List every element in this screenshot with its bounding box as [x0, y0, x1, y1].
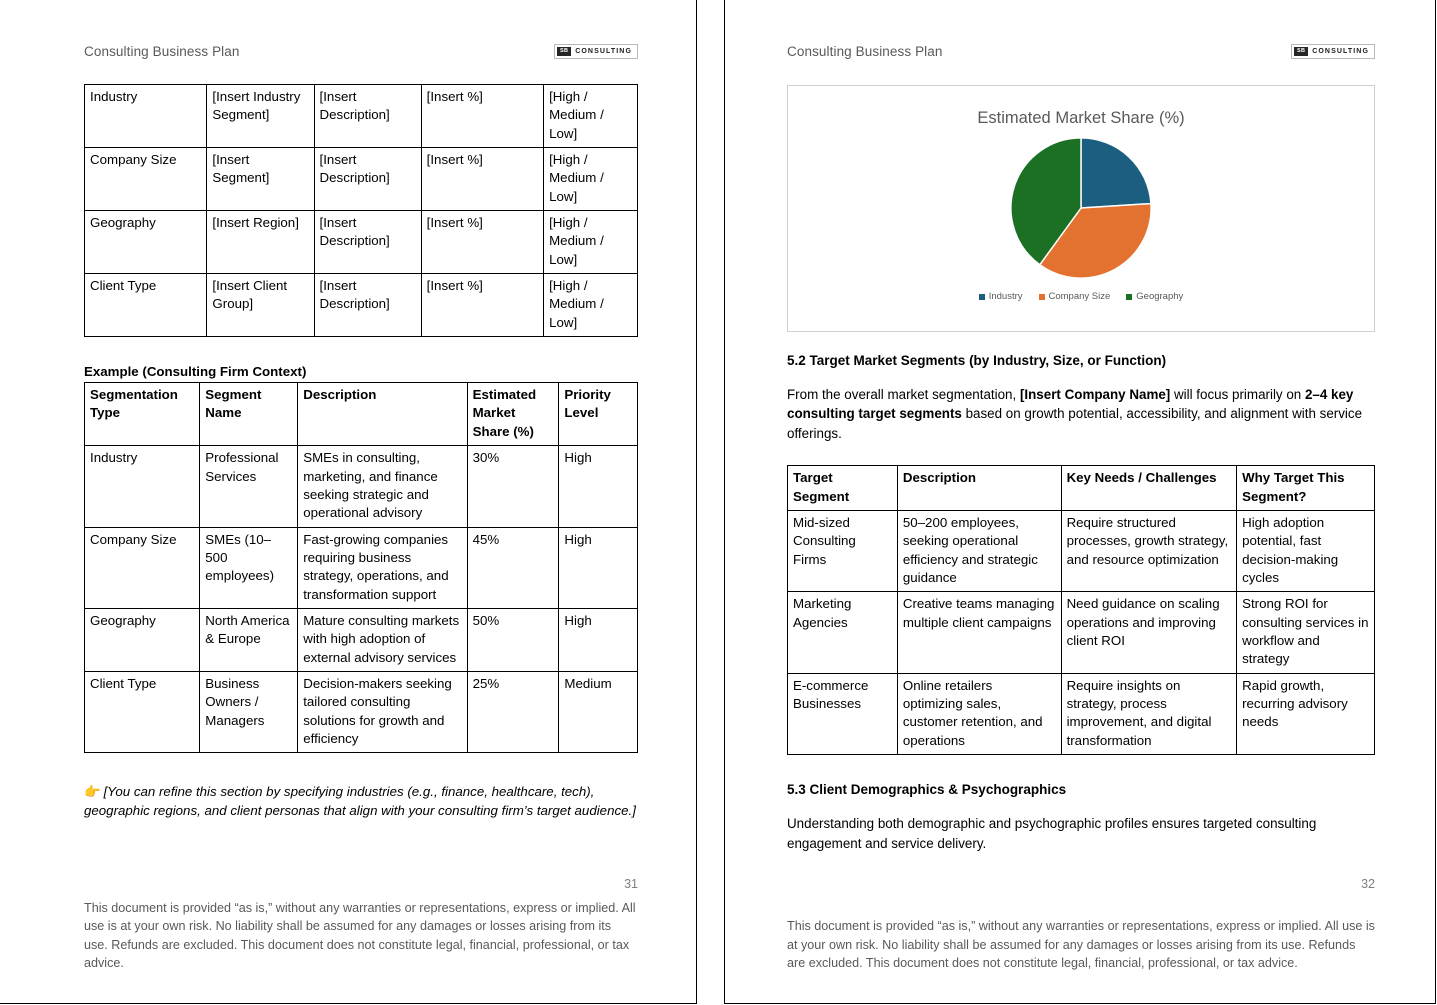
- cell-segment-name: North America & Europe: [200, 608, 298, 671]
- footer-disclaimer: This document is provided “as is,” without any warranties or representations, express or implied. All use is at your own risk. No liability shall be assumed for any damages or losses arising from its use. Refunds are excluded. This document does not constitute legal, financial, professional, or tax advice.: [84, 900, 636, 971]
- cell-priority: [High / Medium / Low]: [544, 211, 638, 274]
- page-left: [0, 0, 697, 1004]
- page-number: 32: [1361, 877, 1375, 891]
- cell-description: Creative teams managing multiple client campaigns: [897, 592, 1061, 673]
- cell-market-share: 30%: [467, 446, 559, 527]
- cell-priority: [High / Medium / Low]: [544, 274, 638, 337]
- table-row: [788, 511, 1375, 592]
- tip-note: [84, 782, 638, 820]
- par-text-1: From the overall market segmentation,: [787, 387, 1020, 402]
- pie-chart-area: [788, 135, 1374, 281]
- logo-mark: SB: [557, 47, 571, 57]
- tip-note-text: [You can refine this section by specifying industries (e.g., finance, healthcare, tech), geographic regions, and client personas that align with your consulting firm’s target audience.]: [84, 784, 636, 819]
- header-description: Description: [897, 466, 1061, 511]
- cell-description: Online retailers optimizing sales, customer retention, and operations: [897, 673, 1061, 754]
- cell-description: [Insert Description]: [314, 211, 421, 274]
- cell-segmentation-type: Geography: [85, 608, 200, 671]
- cell-description: [Insert Description]: [314, 274, 421, 337]
- chart-legend: [788, 291, 1374, 302]
- header-description: Description: [298, 383, 467, 446]
- table-row: [85, 608, 638, 671]
- page-right-content: [725, 0, 1435, 853]
- cell-market-share: 25%: [467, 671, 559, 752]
- cell-segmentation-type: Company Size: [85, 527, 200, 608]
- cell-target-segment: Mid-sized Consulting Firms: [788, 511, 898, 592]
- cell-key-needs: Require structured processes, growth strategy, and resource optimization: [1061, 511, 1237, 592]
- page-left-content: [0, 0, 696, 820]
- cell-priority: Medium: [559, 671, 638, 752]
- example-section-title: Example (Consulting Firm Context): [84, 364, 307, 380]
- cell-market-share: [Insert %]: [421, 211, 543, 274]
- sb-consulting-logo: [1291, 44, 1375, 59]
- cell-segment-name: [Insert Segment]: [207, 148, 314, 211]
- legend-label: Company Size: [1048, 291, 1111, 302]
- table-row: [788, 592, 1375, 673]
- header-segment-name: Segment Name: [200, 383, 298, 446]
- target-segments-table: [787, 465, 1375, 755]
- table-row: [85, 85, 638, 148]
- cell-why-target: Rapid growth, recurring advisory needs: [1237, 673, 1375, 754]
- page-header: [84, 44, 638, 74]
- cell-market-share: 45%: [467, 527, 559, 608]
- legend-swatch-icon: [979, 294, 985, 300]
- header-why-target: Why Target This Segment?: [1237, 466, 1375, 511]
- legend-label: Geography: [1136, 291, 1184, 302]
- table-row: [85, 446, 638, 527]
- example-segmentation-table: [84, 382, 638, 753]
- header-market-share: Estimated Market Share (%): [467, 383, 559, 446]
- table-row: [85, 527, 638, 608]
- header-segmentation-type: Segmentation Type: [85, 383, 200, 446]
- logo-wordmark: CONSULTING: [575, 48, 632, 55]
- cell-why-target: High adoption potential, fast decision-making cycles: [1237, 511, 1375, 592]
- cell-key-needs: Need guidance on scaling operations and improving client ROI: [1061, 592, 1237, 673]
- cell-segmentation-type: Client Type: [85, 671, 200, 752]
- cell-segment-name: [Insert Client Group]: [207, 274, 314, 337]
- table-row: [85, 274, 638, 337]
- cell-description: 50–200 employees, seeking operational efficiency and strategic guidance: [897, 511, 1061, 592]
- cell-market-share: 50%: [467, 608, 559, 671]
- legend-swatch-icon: [1126, 294, 1132, 300]
- table-row: [85, 148, 638, 211]
- cell-segment-name: [Insert Region]: [207, 211, 314, 274]
- par-bold-company-name: [Insert Company Name]: [1019, 387, 1171, 402]
- cell-description: [Insert Description]: [314, 148, 421, 211]
- table-row: [85, 671, 638, 752]
- cell-description: Mature consulting markets with high adoption of external advisory services: [298, 608, 467, 671]
- section-52-paragraph: [787, 385, 1375, 443]
- cell-why-target: Strong ROI for consulting services in workflow and strategy: [1237, 592, 1375, 673]
- cell-priority: High: [559, 608, 638, 671]
- cell-segmentation-type: Industry: [85, 85, 207, 148]
- cell-priority: [High / Medium / Low]: [544, 148, 638, 211]
- pointing-hand-icon: 👉: [84, 784, 101, 800]
- logo-wordmark: CONSULTING: [1312, 48, 1369, 55]
- cell-market-share: [Insert %]: [421, 274, 543, 337]
- cell-segmentation-type: Geography: [85, 211, 207, 274]
- legend-item-industry: [979, 291, 1023, 302]
- cell-segment-name: Business Owners / Managers: [200, 671, 298, 752]
- legend-label: Industry: [988, 291, 1023, 302]
- cell-description: SMEs in consulting, marketing, and finance seeking strategic and operational advisory: [298, 446, 467, 527]
- cell-description: [Insert Description]: [314, 85, 421, 148]
- cell-key-needs: Require insights on strategy, process improvement, and digital transformation: [1061, 673, 1237, 754]
- cell-segmentation-type: Industry: [85, 446, 200, 527]
- page-number: 31: [624, 877, 638, 891]
- chart-title: Estimated Market Share (%): [977, 109, 1185, 127]
- table-row: [85, 211, 638, 274]
- cell-target-segment: E-commerce Businesses: [788, 673, 898, 754]
- table-header-row: [85, 383, 638, 446]
- table-row: [788, 673, 1375, 754]
- header-priority-level: Priority Level: [559, 383, 638, 446]
- cell-priority: High: [559, 527, 638, 608]
- cell-description: Decision-makers seeking tailored consulting solutions for growth and efficiency: [298, 671, 467, 752]
- cell-market-share: [Insert %]: [421, 148, 543, 211]
- cell-target-segment: Marketing Agencies: [788, 592, 898, 673]
- cell-segment-name: SMEs (10–500 employees): [200, 527, 298, 608]
- section-52-heading: 5.2 Target Market Segments (by Industry, Size, or Function): [787, 353, 1167, 368]
- legend-swatch-icon: [1039, 294, 1045, 300]
- pie-svg: [1008, 135, 1154, 281]
- cell-market-share: [Insert %]: [421, 85, 543, 148]
- section-53-heading: 5.3 Client Demographics & Psychographics: [787, 782, 1067, 798]
- par-bold-key-segments: 2–4 key consulting target segments: [787, 387, 1354, 422]
- header-title: Consulting Business Plan: [84, 44, 240, 59]
- cell-description: Fast-growing companies requiring business strategy, operations, and transformation support: [298, 527, 467, 608]
- pie-slice-industry: [1081, 138, 1151, 208]
- sb-consulting-logo: [554, 44, 638, 59]
- cell-priority: High: [559, 446, 638, 527]
- market-share-chart: [787, 85, 1375, 332]
- par-text-3: based on growth potential, accessibility, and alignment with service offerings.: [787, 406, 1363, 441]
- page-right: [724, 0, 1436, 1004]
- legend-item-geography: [1126, 291, 1183, 302]
- cell-priority: [High / Medium / Low]: [544, 85, 638, 148]
- logo-mark: SB: [1294, 47, 1308, 57]
- segmentation-template-table: [84, 84, 638, 337]
- cell-segment-name: Professional Services: [200, 446, 298, 527]
- footer-disclaimer: This document is provided “as is,” without any warranties or representations, express or implied. All use is at your own risk. No liability shall be assumed for any damages or losses arising from its use. Refunds are excluded. This document does not constitute legal, financial, professional, or tax advice.: [787, 919, 1375, 971]
- header-title: Consulting Business Plan: [787, 44, 943, 59]
- cell-segmentation-type: Company Size: [85, 148, 207, 211]
- page-header: [787, 44, 1375, 74]
- section-53-paragraph: Understanding both demographic and psychographic profiles ensures targeted consulting engagement and service delivery.: [787, 816, 1317, 851]
- header-key-needs: Key Needs / Challenges: [1061, 466, 1237, 511]
- cell-segment-name: [Insert Industry Segment]: [207, 85, 314, 148]
- table-header-row: [788, 466, 1375, 511]
- cell-segmentation-type: Client Type: [85, 274, 207, 337]
- legend-item-company-size: [1039, 291, 1111, 302]
- header-target-segment: Target Segment: [788, 466, 898, 511]
- par-text-2: will focus primarily on: [1170, 387, 1305, 402]
